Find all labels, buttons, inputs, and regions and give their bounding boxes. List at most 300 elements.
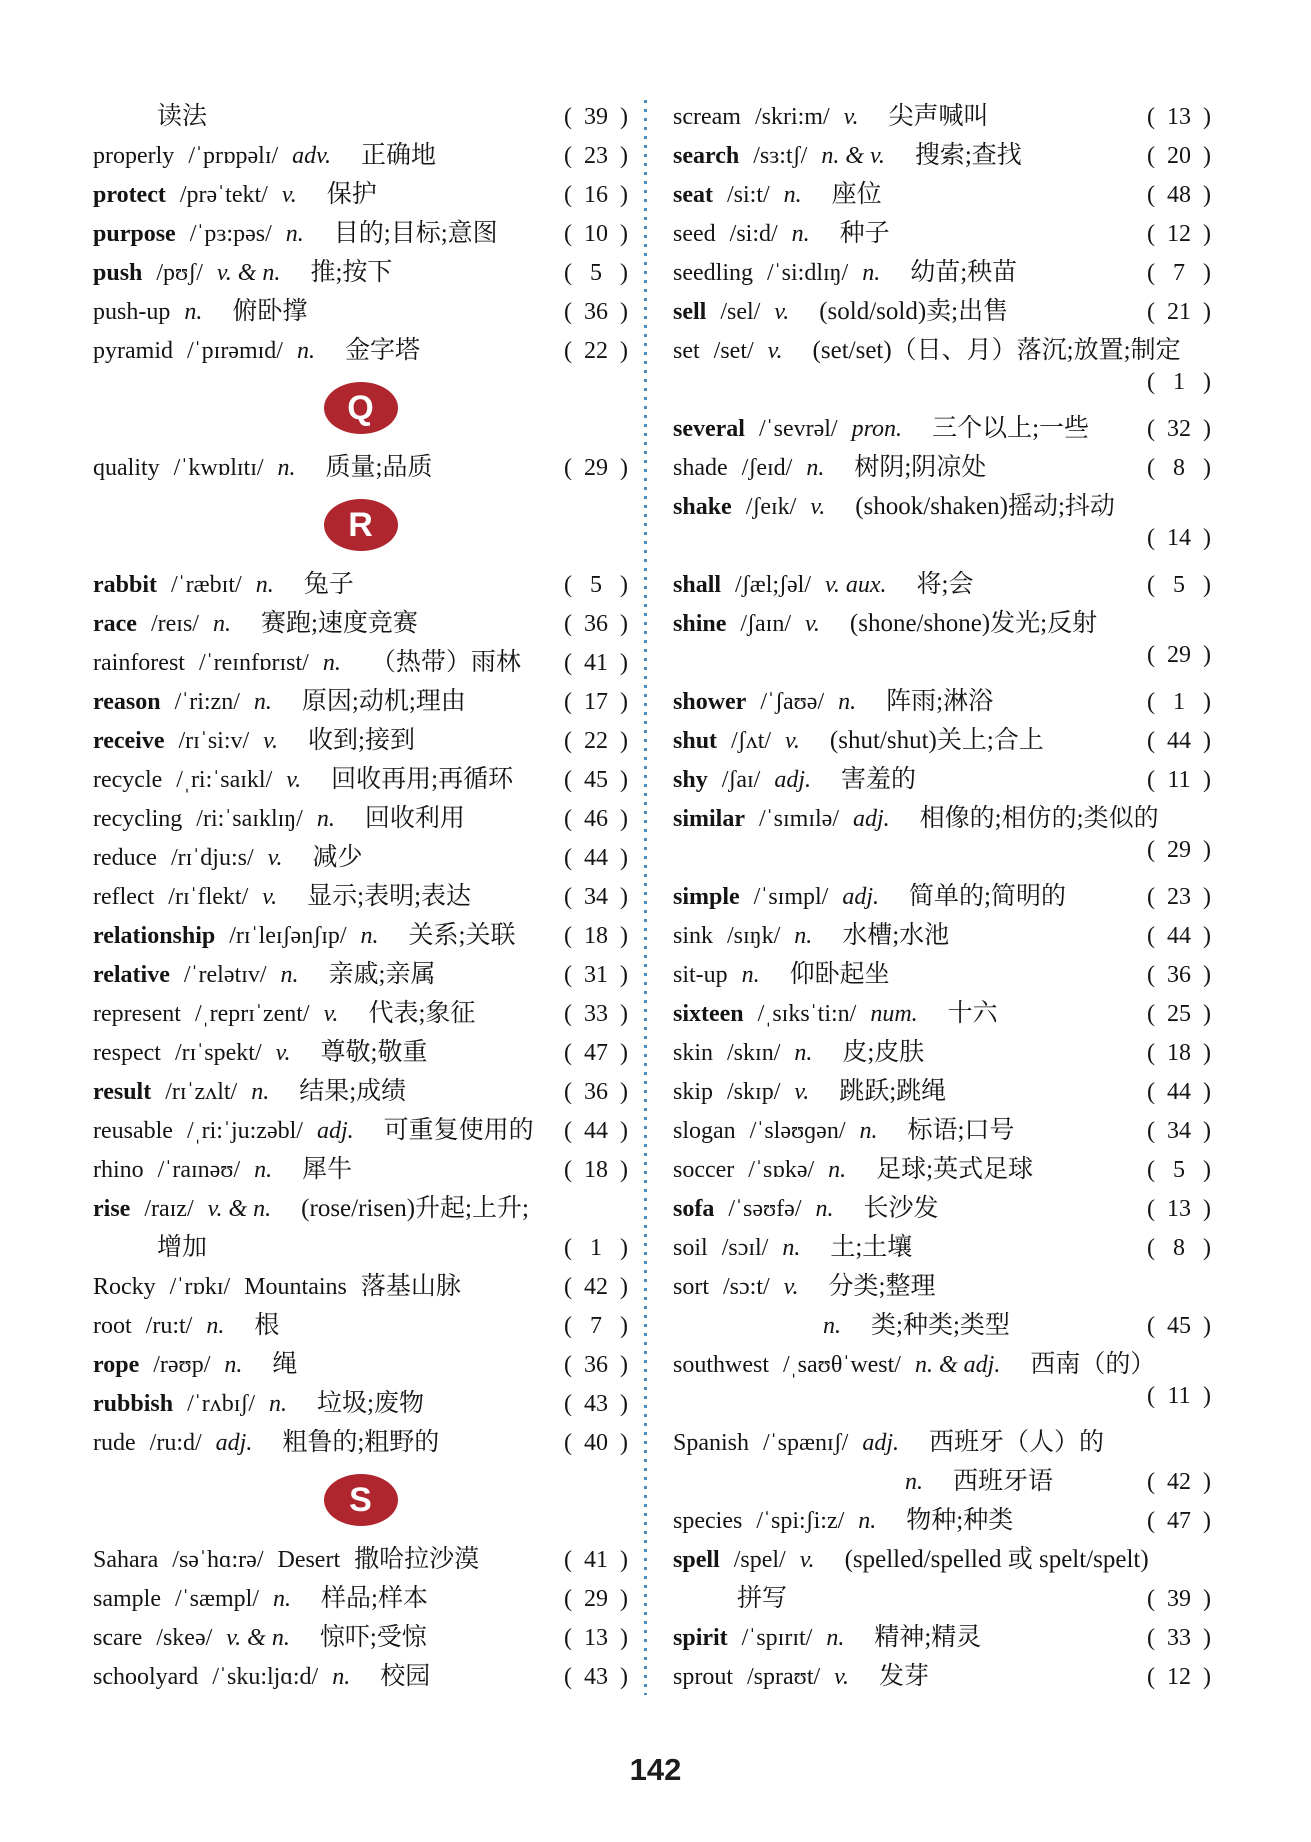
entry-pos: n. <box>859 1118 878 1144</box>
entry-page-number: 44 <box>584 845 608 871</box>
entry-meaning: 跳跃;跳绳 <box>839 1078 947 1105</box>
entry-page-number: 45 <box>584 767 608 793</box>
glossary-column-left <box>93 96 628 1695</box>
entry-line <box>673 174 1211 213</box>
entry-pos: adj. <box>862 1430 900 1456</box>
entry-page-number: 29 <box>1167 642 1191 668</box>
entry-line <box>93 1539 628 1578</box>
entry-phonetic: /ˌsaʊθˈwest/ <box>783 1352 901 1378</box>
entry-meaning: 皮;皮肤 <box>842 1039 925 1066</box>
entry-word: push <box>93 260 143 286</box>
entry-meaning: （热带）雨林 <box>370 649 521 676</box>
entry-meaning: 西班牙（人）的 <box>929 1429 1105 1456</box>
section-badge-row <box>93 369 628 447</box>
entry-pos: n. <box>905 1469 923 1495</box>
entry-meaning: 撒哈拉沙漠 <box>354 1546 480 1573</box>
entry-meaning: 收到;接到 <box>308 727 415 754</box>
entry-content <box>673 1656 1147 1692</box>
entry-word: soccer <box>673 1157 735 1183</box>
entry-word: similar <box>673 806 745 832</box>
entry-page-number: 11 <box>1167 767 1191 793</box>
entry-content <box>93 1344 564 1380</box>
entry-meaning: 粗鲁的;粗野的 <box>282 1429 440 1456</box>
entry-content <box>93 1305 564 1341</box>
entry-line <box>673 798 1211 837</box>
entry-page-number: 7 <box>590 1313 602 1339</box>
entry-page-ref <box>564 1625 628 1652</box>
entry-meaning: 样品;样本 <box>321 1585 428 1612</box>
entry-meaning: 简单的;简明的 <box>909 883 1066 910</box>
entry-line <box>93 1071 628 1110</box>
entry-line <box>93 954 628 993</box>
section-badge-r: R <box>324 499 398 551</box>
entry-line <box>93 1383 628 1422</box>
entry-pos: n. <box>251 1079 270 1105</box>
entry-content <box>93 135 564 171</box>
entry-line <box>93 1188 628 1227</box>
entry-phonetic: /sɪŋk/ <box>727 923 781 949</box>
entry-page-line <box>673 525 1211 564</box>
entry-content <box>673 1032 1147 1068</box>
entry-meaning: 树阴;阴凉处 <box>854 454 987 481</box>
entry-line <box>673 1578 1211 1617</box>
entry-pos: n. <box>858 1508 877 1534</box>
entry-pos: n. <box>277 455 296 481</box>
entry-page-ref <box>564 611 628 638</box>
entry-pos: v. <box>767 338 783 364</box>
entry-content <box>93 291 564 327</box>
section-badge-row <box>93 1461 628 1539</box>
entry-phonetic: /ʃʌt/ <box>731 728 772 754</box>
entry-word: reflect <box>93 884 155 910</box>
entry-content <box>93 1266 564 1302</box>
entry-pos: n. <box>826 1625 845 1651</box>
entry-pos: v. & n. <box>216 260 281 286</box>
entry-phonetic: /rɪˈspekt/ <box>174 1040 262 1066</box>
entry-phonetic: /sɔ:t/ <box>723 1274 770 1300</box>
entry-line <box>93 330 628 369</box>
entry-word: sofa <box>673 1196 715 1222</box>
entry-content <box>93 330 564 366</box>
entry-page-ref <box>1147 962 1211 989</box>
entry-page-number: 43 <box>584 1664 608 1690</box>
entry-word: Rocky <box>93 1274 156 1300</box>
entry-page-ref <box>564 299 628 326</box>
entry-page-ref <box>564 1079 628 1106</box>
entry-word: skin <box>673 1040 714 1066</box>
entry-page-number: 42 <box>1167 1469 1191 1495</box>
entry-content <box>93 1383 564 1419</box>
entry-page-ref <box>564 260 628 287</box>
entry-page-ref <box>1147 260 1211 287</box>
entry-phonetic: /ˈspi:ʃi:z/ <box>756 1508 845 1534</box>
entry-page-number: 1 <box>1173 369 1185 395</box>
entry-content <box>93 603 564 639</box>
entry-meaning: 水槽;水池 <box>842 922 950 949</box>
entry-page-number: 13 <box>1167 104 1191 130</box>
entry-content <box>673 720 1147 756</box>
entry-page-number: 42 <box>584 1274 608 1300</box>
entry-page-ref <box>564 689 628 716</box>
entry-pos: n. <box>828 1157 847 1183</box>
entry-page-number: 41 <box>584 1547 608 1573</box>
entry-word: push-up <box>93 299 171 325</box>
entry-word: sixteen <box>673 1001 744 1027</box>
entry-word: sample <box>93 1586 161 1612</box>
entry-meaning: 西南（的） <box>1030 1351 1156 1378</box>
entry-word: seat <box>673 182 713 208</box>
entry-word: sink <box>673 923 714 949</box>
entry-page-ref <box>564 767 628 794</box>
entry-pos: adv. <box>292 143 332 169</box>
column-divider <box>644 100 647 1695</box>
entry-phonetic: /ˈreɪnfɒrɪst/ <box>198 650 309 676</box>
entry-meaning: (rose/risen)升起;上升; <box>301 1195 529 1222</box>
entry-content <box>673 252 1147 288</box>
entry-page-ref <box>1147 767 1211 794</box>
entry-page-number: 36 <box>584 299 608 325</box>
entry-page-number: 47 <box>1167 1508 1191 1534</box>
entry-page-ref <box>1147 1508 1211 1535</box>
entry-page-line <box>673 369 1211 408</box>
entry-meaning: 结果;成绩 <box>299 1078 407 1105</box>
entry-content <box>673 1305 1147 1341</box>
entry-meaning: 西班牙语 <box>953 1468 1054 1495</box>
entry-page-ref <box>564 728 628 755</box>
entry-page-number: 1 <box>590 1235 602 1261</box>
entry-content <box>93 1071 564 1107</box>
entry-page-ref <box>564 1547 628 1574</box>
entry-line <box>673 1071 1211 1110</box>
entry-line <box>673 1617 1211 1656</box>
entry-meaning: 代表;象征 <box>368 1000 476 1027</box>
entry-page-ref <box>564 1040 628 1067</box>
entry-pos: v. & n. <box>207 1196 272 1222</box>
entry-phonetic: /skeə/ <box>156 1625 213 1651</box>
entry-phonetic: /rɪˈsi:v/ <box>178 728 250 754</box>
entry-line <box>673 993 1211 1032</box>
entry-content <box>93 174 564 210</box>
entry-page-number: 5 <box>590 572 602 598</box>
entry-content <box>93 564 564 600</box>
entry-line <box>673 291 1211 330</box>
entry-page-ref <box>564 572 628 599</box>
entry-page-number: 22 <box>584 338 608 364</box>
entry-phonetic: /ˈspænɪʃ/ <box>763 1430 849 1456</box>
entry-page-number: 12 <box>1167 221 1191 247</box>
entry-phonetic: /ˈsku:ljɑ:d/ <box>212 1664 319 1690</box>
entry-word: recycle <box>93 767 163 793</box>
entry-word: schoolyard <box>93 1664 199 1690</box>
entry-meaning: 尊敬;敬重 <box>320 1039 428 1066</box>
entry-word: race <box>93 611 137 637</box>
entry-word: rope <box>93 1352 140 1378</box>
entry-word: Spanish <box>673 1430 750 1456</box>
entry-pos: n. <box>838 689 857 715</box>
entry-page-ref <box>1147 642 1211 669</box>
entry-phonetic: /ˈsi:dlɪŋ/ <box>766 260 849 286</box>
entry-pos: v. <box>794 1079 810 1105</box>
entry-page-number: 12 <box>1167 1664 1191 1690</box>
entry-meaning: 精神;精灵 <box>874 1624 982 1651</box>
entry-phonetic: /ˈsæmpl/ <box>174 1586 259 1612</box>
entry-line <box>673 1266 1211 1305</box>
entry-page-ref <box>564 845 628 872</box>
entry-page-number: 21 <box>1167 299 1191 325</box>
entry-content <box>93 447 564 483</box>
entry-pos: v. <box>267 845 283 871</box>
entry-line <box>673 330 1211 369</box>
entry-meaning: 俯卧撑 <box>232 298 308 325</box>
entry-page-ref <box>1147 1118 1211 1145</box>
entry-meaning: 分类;整理 <box>828 1273 936 1300</box>
entry-page-ref <box>1147 1313 1211 1340</box>
entry-phonetic: /ˈræbɪt/ <box>171 572 242 598</box>
entry-phonetic: /ˌsɪksˈti:n/ <box>757 1001 857 1027</box>
entry-line <box>673 252 1211 291</box>
entry-line <box>93 876 628 915</box>
entry-phonetic: /ˈprɒpəlɪ/ <box>188 143 279 169</box>
entry-phonetic: /rəʊp/ <box>153 1352 211 1378</box>
entry-meaning: 拼写 <box>737 1585 788 1612</box>
entry-pos: adj. <box>215 1430 253 1456</box>
entry-meaning: 将;会 <box>916 571 974 598</box>
entry-pos: v. <box>785 728 800 754</box>
entry-word: sit-up <box>673 962 728 988</box>
entry-page-ref <box>1147 525 1211 552</box>
entry-line <box>93 642 628 681</box>
entry-pos: n. & adj. <box>914 1352 1001 1378</box>
entry-pos: v. <box>843 104 859 130</box>
entry-line <box>673 1344 1211 1383</box>
entry-content <box>673 1578 1147 1614</box>
entry-content <box>673 564 1147 600</box>
entry-line <box>93 1422 628 1461</box>
entry-word: spell <box>673 1547 720 1573</box>
entry-page-line <box>673 1383 1211 1422</box>
entry-page-ref <box>564 806 628 833</box>
entry-line <box>673 1539 1211 1578</box>
entry-line <box>673 1500 1211 1539</box>
entry-word: shade <box>673 455 728 481</box>
entry-phonetic: /ˈpɜ:pəs/ <box>189 221 272 247</box>
entry-page-line <box>673 642 1211 681</box>
entry-phonetic: /ri:ˈsaɪklɪŋ/ <box>196 806 303 832</box>
entry-page-number: 14 <box>1167 525 1191 551</box>
entry-meaning: 增加 <box>157 1234 208 1261</box>
entry-content <box>673 135 1147 171</box>
entry-pos: n. & v. <box>821 143 885 169</box>
entry-line <box>673 1149 1211 1188</box>
entry-pos: v. <box>323 1001 339 1027</box>
entry-content <box>93 1188 628 1224</box>
entry-page-number: 8 <box>1173 455 1185 481</box>
entry-page-number: 34 <box>1167 1118 1191 1144</box>
entry-meaning: 绳 <box>272 1351 298 1378</box>
entry-line <box>93 1344 628 1383</box>
entry-line <box>673 915 1211 954</box>
entry-content <box>673 1227 1147 1263</box>
entry-pos: v. <box>783 1274 799 1300</box>
entry-line <box>673 1188 1211 1227</box>
entry-page-number: 11 <box>1167 1383 1191 1409</box>
entry-content <box>93 1539 564 1575</box>
entry-page-number: 44 <box>584 1118 608 1144</box>
entry-content <box>673 954 1147 990</box>
entry-pos: adj. <box>853 806 890 832</box>
entry-page-ref <box>564 455 628 482</box>
entry-content <box>93 1149 564 1185</box>
entry-content <box>673 213 1147 249</box>
entry-content <box>673 1422 1211 1458</box>
entry-meaning: 惊吓;受惊 <box>319 1624 427 1651</box>
entry-word: several <box>673 416 745 442</box>
entry-pos: v. <box>263 728 279 754</box>
entry-meaning: (sold/sold)卖;出售 <box>819 298 1009 325</box>
entry-line <box>93 993 628 1032</box>
entry-word: spirit <box>673 1625 728 1651</box>
entry-meaning: 关系;关联 <box>408 922 516 949</box>
entry-meaning: (shut/shut)关上;合上 <box>829 727 1044 754</box>
entry-pos: pron. <box>851 416 903 442</box>
entry-word: recycling <box>93 806 183 832</box>
entry-word: properly <box>93 143 175 169</box>
entry-meaning: 金字塔 <box>344 337 420 364</box>
entry-meaning: 发芽 <box>879 1663 930 1690</box>
entry-content <box>673 96 1147 132</box>
entry-content <box>93 720 564 756</box>
entry-line <box>93 1149 628 1188</box>
entry-word: respect <box>93 1040 161 1066</box>
entry-phonetic: /ˈraɪnəʊ/ <box>157 1157 241 1183</box>
entry-phonetic: /raɪz/ <box>144 1196 194 1222</box>
entry-pos: n. <box>316 806 335 832</box>
entry-page-number: 17 <box>584 689 608 715</box>
entry-line <box>93 447 628 486</box>
entry-phonetic: /skri:m/ <box>754 104 830 130</box>
entry-page-ref <box>1147 1383 1211 1410</box>
entry-line <box>93 798 628 837</box>
entry-line <box>93 759 628 798</box>
entry-phonetic: /ˈsevrəl/ <box>758 416 838 442</box>
entry-line <box>673 408 1211 447</box>
entry-page-number: 23 <box>1167 884 1191 910</box>
entry-line <box>673 1656 1211 1695</box>
entry-meaning: 可重复使用的 <box>383 1117 534 1144</box>
entry-page-number: 39 <box>1167 1586 1191 1612</box>
entry-meaning: 赛跑;速度竞赛 <box>260 610 418 637</box>
entry-word: rhino <box>93 1157 144 1183</box>
entry-page-ref <box>564 1664 628 1691</box>
glossary-columns <box>93 96 1211 1695</box>
entry-word: reusable <box>93 1118 173 1144</box>
entry-phonetic: /prəˈtekt/ <box>179 182 268 208</box>
entry-page-ref <box>1147 1157 1211 1184</box>
entry-phonetic: /skɪp/ <box>727 1079 781 1105</box>
entry-word: shut <box>673 728 718 754</box>
entry-page-ref <box>1147 728 1211 755</box>
entry-line <box>93 252 628 291</box>
entry-page-ref <box>1147 143 1211 170</box>
entry-page-line <box>673 837 1211 876</box>
entry-pos: v. & n. <box>226 1625 290 1651</box>
entry-pos: v. <box>810 494 826 520</box>
entry-word: shine <box>673 611 727 637</box>
entry-content <box>93 1617 564 1653</box>
entry-content <box>93 96 564 132</box>
entry-page-ref <box>1147 1235 1211 1262</box>
entry-pos: n. <box>253 689 272 715</box>
entry-page-ref <box>1147 884 1211 911</box>
entry-line <box>673 213 1211 252</box>
entry-content <box>673 291 1147 327</box>
entry-meaning: (spelled/spelled 或 spelt/spelt) <box>844 1546 1149 1573</box>
entry-phonetic: /skɪn/ <box>727 1040 781 1066</box>
entry-line <box>93 174 628 213</box>
entry-phonetic: /ˈpɪrəmɪd/ <box>186 338 283 364</box>
entry-pos: n. <box>296 338 315 364</box>
entry-pos: v. <box>805 611 820 637</box>
entry-content <box>673 1344 1211 1380</box>
entry-word: result <box>93 1079 152 1105</box>
entry-phonetic: /ru:d/ <box>149 1430 202 1456</box>
entry-page-number: 5 <box>1173 1157 1185 1183</box>
entry-page-ref <box>1147 182 1211 209</box>
entry-line <box>673 759 1211 798</box>
entry-word: set <box>673 338 700 364</box>
entry-phonetic: /set/ <box>713 338 754 364</box>
entry-meaning: 校园 <box>380 1663 431 1690</box>
entry-word: pyramid <box>93 338 173 364</box>
entry-content <box>93 1422 564 1458</box>
entry-page-number: 44 <box>1167 728 1191 754</box>
entry-page-number: 10 <box>584 221 608 247</box>
entry-page-ref <box>1147 1625 1211 1652</box>
entry-word: shall <box>673 572 722 598</box>
entry-content <box>93 681 564 717</box>
entry-page-ref <box>1147 1001 1211 1028</box>
entry-pos: v. <box>281 182 297 208</box>
entry-meaning: 相像的;相仿的;类似的 <box>919 805 1159 832</box>
entry-meaning: 座位 <box>831 181 882 208</box>
entry-content <box>673 1110 1147 1146</box>
entry-page-number: 25 <box>1167 1001 1191 1027</box>
entry-word: sell <box>673 299 707 325</box>
entry-meaning: 长沙发 <box>863 1195 939 1222</box>
entry-page-number: 29 <box>1167 837 1191 863</box>
entry-content <box>93 954 564 990</box>
entry-pos: n. <box>794 923 813 949</box>
entry-page-ref <box>564 1235 628 1262</box>
entry-pos: v. <box>774 299 790 325</box>
entry-page-number: 44 <box>1167 1079 1191 1105</box>
entry-word: reason <box>93 689 161 715</box>
entry-page-number: 5 <box>1173 572 1185 598</box>
entry-meaning: 足球;英式足球 <box>876 1156 1034 1183</box>
entry-phonetic: /ˈsɪmɪlə/ <box>759 806 839 832</box>
entry-pos: v. <box>286 767 302 793</box>
entry-phonetic: /ˌri:ˈsaɪkl/ <box>176 767 273 793</box>
entry-line <box>673 681 1211 720</box>
entry-meaning: 亲戚;亲属 <box>328 961 436 988</box>
entry-phonetic: /sɔɪl/ <box>721 1235 769 1261</box>
entry-content <box>673 1500 1147 1536</box>
entry-page-number: 29 <box>584 1586 608 1612</box>
entry-page-ref <box>564 1274 628 1301</box>
entry-page-number: 7 <box>1173 260 1185 286</box>
entry-meaning: 尖声喊叫 <box>888 103 989 130</box>
entry-page-number: 33 <box>584 1001 608 1027</box>
